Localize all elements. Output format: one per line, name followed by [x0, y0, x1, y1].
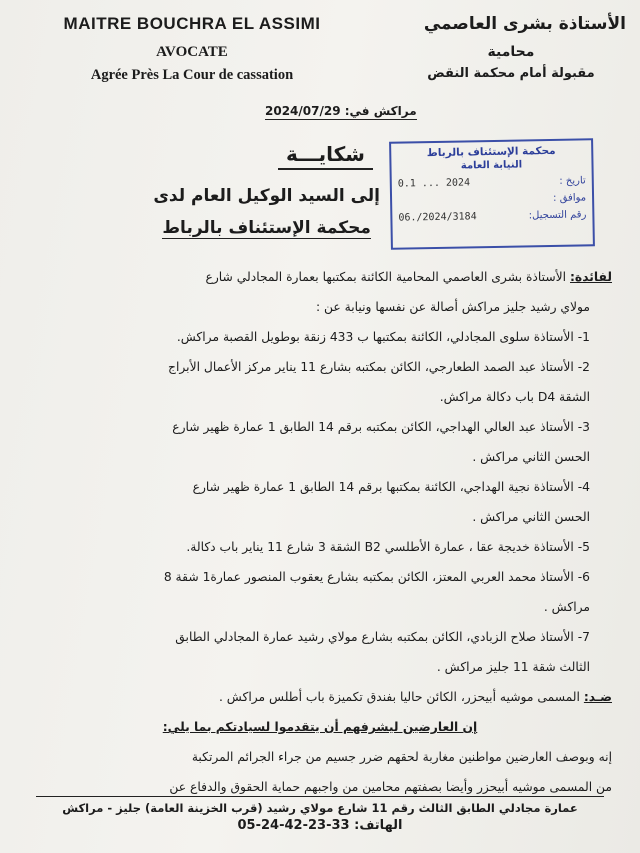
- list-item: 3- الأستاذ عبد العالي الهداجي، الكائن بمكتبه برقم 14 الطابق 1 عمارة ظهير شارع: [172, 420, 590, 434]
- list-item: 4- الأستاذة نجية الهداجي، الكائنة بمكتبها برقم 14 الطابق 1 عمارة ظهير شارع: [192, 480, 590, 494]
- list-item: 2- الأستاذ عبد الصمد الطعارجي، الكائن بمكتبه بشارع 11 يناير مركز الأعمال الأبراج: [168, 360, 590, 374]
- list-item: 6- الأستاذ محمد العربي المعتز، الكائن بمكتبه بشارع يعقوب المنصور عمارة1 شقة 8: [163, 570, 590, 584]
- body-paragraph: إنه وبوصف العارضين مواطنين مغاربة لحقهم ضرر جسيم من جراء الجرائم المرتكبة: [191, 750, 612, 764]
- footer-phone: الهاتف: 33-23-42-24-05: [237, 818, 403, 833]
- body-paragraph: من المسمى موشيه أبيحزر وأيضا بصفتهم محامين من واجبهم حماية الحقوق والدفاع عن: [169, 780, 612, 794]
- footer-divider: [36, 796, 604, 797]
- plaintiff-text: الأستاذة بشرى العاصمي المحامية الكائنة بمكتبها بعمارة المجادلي شارع: [205, 270, 571, 284]
- addressee-line-1: إلى السيد الوكيل العام لدى: [153, 186, 380, 206]
- defendant-text: المسمى موشيه أبيحزر، الكائن حاليا بفندق تكميزة باب أطلس مراكش .: [218, 690, 584, 704]
- lawyer-cert-fr: Agrée Près La Cour de cassation: [90, 67, 294, 83]
- plaintiff-label: لفائدة:: [570, 270, 612, 284]
- footer: [36, 800, 604, 834]
- footer-address: عمارة مجادلي الطابق الثالث رقم 11 شارع مولاي رشيد (قرب الخزينة العامة) جليز - مراكش: [62, 801, 578, 815]
- lawyer-cert-ar: مقبولة أمام محكمة النقض: [427, 66, 595, 81]
- letterhead-arabic: [396, 14, 626, 81]
- plaintiff-line: [28, 262, 612, 292]
- document-title: شكايـــة: [278, 142, 373, 170]
- stamp-date-row: [398, 175, 586, 189]
- list-item: مراكش .: [543, 600, 590, 614]
- document-date: مراكش في: 2024/07/29: [265, 104, 417, 118]
- stamp-reg-row: [398, 209, 586, 223]
- letterhead-french: [52, 14, 332, 84]
- lawyer-role-ar: محامية: [487, 44, 535, 60]
- stamp-date-value: 2024 ... 0.1: [397, 177, 471, 190]
- addressee-block: [153, 186, 380, 239]
- list-item: 1- الأستاذة سلوى المجادلي، الكائنة بمكتبها ب 433 زنقة بوطويل القصبة مراكش.: [176, 330, 590, 344]
- list-item: 7- الأستاذ صلاح الزبادي، الكائن بمكتبه بشارع مولاي رشيد عمارة المجادلي الطابق: [175, 630, 590, 644]
- stamp-ref-row: [398, 192, 586, 206]
- list-item: الحسن الثاني مراكش .: [472, 450, 590, 464]
- stamp-ref-label: موافق :: [553, 192, 587, 204]
- lawyer-role-fr: AVOCATE: [156, 44, 228, 60]
- court-reception-stamp: [389, 138, 595, 250]
- honor-line: إن العارضين ليشرفهم أن يتقدموا لسيادتكم بما يلي:: [162, 720, 478, 734]
- lawyer-name-fr: MAITRE BOUCHRA EL ASSIMI: [63, 14, 321, 33]
- stamp-reg-value: 2024/3184/.06: [398, 211, 477, 224]
- complaint-body: [28, 262, 612, 802]
- list-item: 5- الأستاذة خديجة عقا ، عمارة الأطلسي B2 الشقة 3 شارع 11 يناير باب دكالة.: [186, 540, 590, 554]
- defendant-line: [28, 682, 612, 712]
- defendant-label: ضـد:: [583, 690, 612, 704]
- stamp-court-name: محكمة الإستئناف بالرباط: [426, 144, 556, 160]
- list-item: الثالث شقة 11 جليز مراكش .: [436, 660, 590, 674]
- list-item: الحسن الثاني مراكش .: [472, 510, 590, 524]
- list-item: الشقة D4 باب دكالة مراكش.: [439, 390, 590, 404]
- addressee-line-2: محكمة الإستئناف بالرباط: [162, 218, 371, 238]
- stamp-reg-label: رقم التسجيل:: [528, 209, 587, 222]
- stamp-date-label: تاريخ :: [559, 175, 586, 187]
- lawyer-name-ar: الأستاذة بشرى العاصمي: [423, 14, 626, 34]
- plaintiff-line-cont: مولاي رشيد جليز مراكش أصالة عن نفسها ونيابة عن :: [316, 300, 590, 314]
- stamp-department: النيابة العامة: [460, 159, 523, 172]
